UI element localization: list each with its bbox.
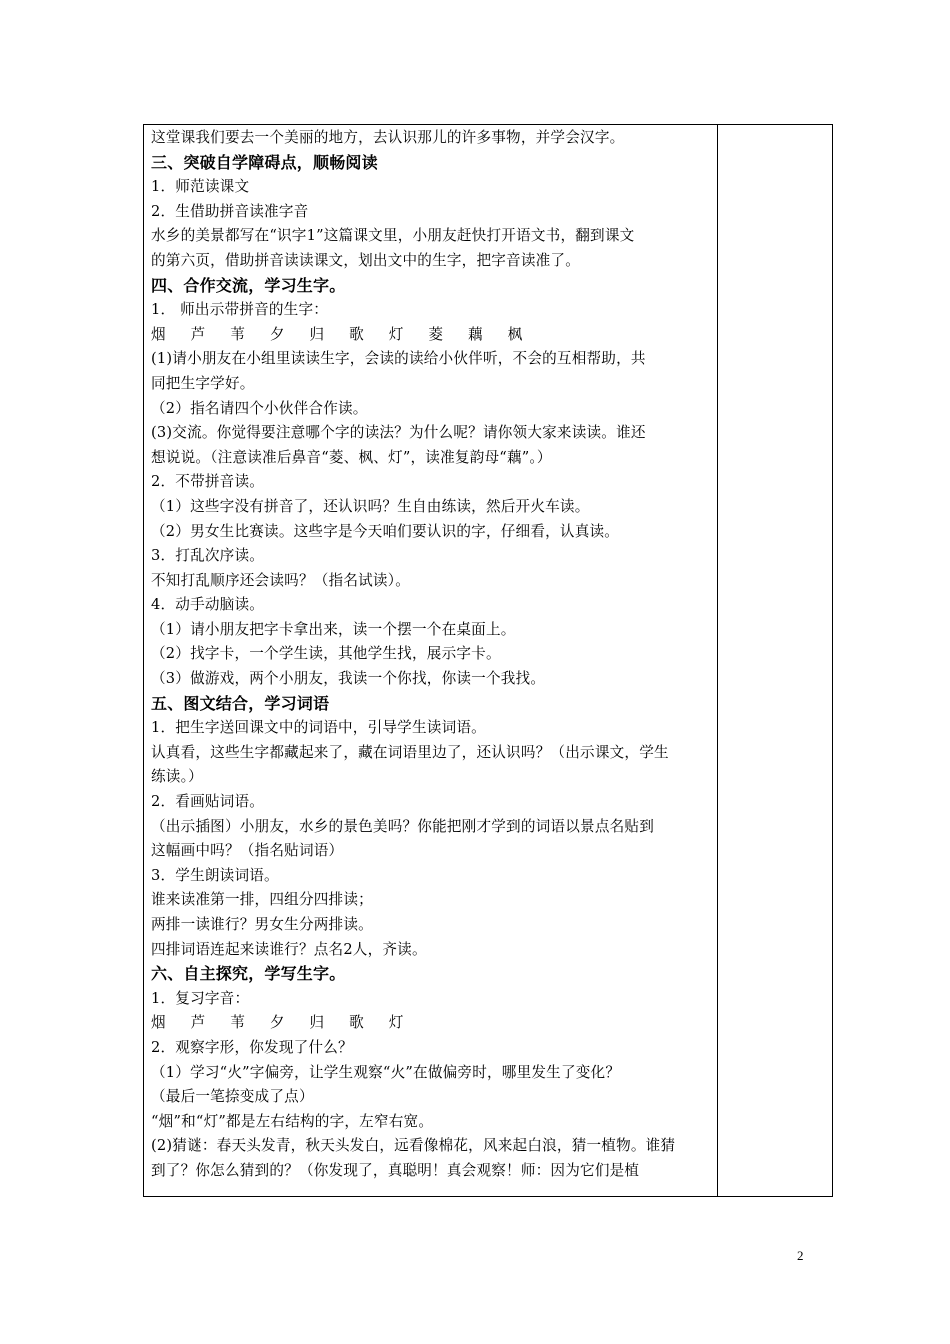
text-line: 谁来读准第一排，四组分四排读； [151,891,373,909]
text-line: （2）找字卡，一个学生读，其他学生找，展示字卡。 [151,645,501,663]
section-heading: 三、突破自学障碍点，顺畅阅读 [151,152,378,172]
text-line: 2．生借助拼音读准字音 [151,202,309,220]
text-line: “烟”和“灯”都是左右结构的字，左窄右宽。 [151,1112,434,1130]
text-line: （1）请小朋友把字卡拿出来，读一个摆一个在桌面上。 [151,620,516,638]
table-column-divider [717,124,718,1197]
text-line: 同把生字学好。 [151,374,255,392]
text-line: 1．复习字音： [151,989,250,1007]
text-line: 两排一读谁行？男女生分两排读。 [151,916,373,933]
text-line: 1．把生字送回课文中的词语中，引导学生读词语。 [151,719,486,737]
text-line: （最后一笔捺变成了点） [151,1088,314,1106]
text-line: （1）这些字没有拼音了，还认识吗？生自由练读，然后开火车读。 [151,497,590,515]
text-line: (3)交流。你觉得要注意哪个字的读法？为什么呢？请你领大家来读读。谁还 [151,424,646,442]
text-line: （2）指名请四个小伙伴合作读。 [151,399,368,417]
text-line: 3．打乱次序读。 [151,547,265,565]
text-line: （出示插图）小朋友，水乡的景色美吗？你能把刚才学到的词语以景点名贴到 [151,817,654,835]
text-line: 想说说。（注意读准后鼻音“菱、枫、灯”，读准复韵母“藕”。） [151,448,552,466]
section-heading: 五、图文结合，学习词语 [151,693,330,713]
text-line: （1）学习“火”字偏旁，让学生观察“火”在做偏旁时，哪里发生了变化？ [151,1063,621,1081]
lesson-content-cell [151,126,713,1184]
section-heading: 四、合作交流，学习生字。 [151,275,346,295]
text-line: (1)请小朋友在小组里读读生字，会读的读给小伙伴听，不会的互相帮助，共 [151,350,646,368]
text-line: 这堂课我们要去一个美丽的地方，去认识那儿的许多事物，并学会汉字。 [151,129,625,146]
text-line: 的第六页，借助拼音读读课文，划出文中的生字，把字音读准了。 [151,251,581,269]
text-line: 1． 师出示带拼音的生字： [151,301,329,319]
text-line: 1．师范读课文 [151,178,250,196]
text-line: 认真看，这些生字都藏起来了，藏在词语里边了，还认识吗？（出示课文，学生 [151,743,669,761]
character-list: 烟 芦 苇 夕 归 歌 灯 菱 藕 枫 [151,325,533,343]
text-line: 四排词语连起来读谁行？点名2人，齐读。 [151,940,427,958]
character-list: 烟 芦 苇 夕 归 歌 灯 [151,1014,414,1032]
page-number: 2 [797,1248,804,1263]
text-line: 3．学生朗读词语。 [151,866,279,884]
text-line: 2．看画贴词语。 [151,793,265,811]
text-line: 这幅画中吗？（指名贴词语） [151,842,344,860]
text-line: （2）男女生比赛读。这些字是今天咱们要认识的字，仔细看，认真读。 [151,522,620,540]
text-line: 练读。） [151,768,203,786]
text-line: （3）做游戏，两个小朋友，我读一个你找，你读一个我找。 [151,670,546,688]
text-line: 2．观察字形，你发现了什么？ [151,1038,353,1056]
text-line: 到了？你怎么猜到的？（你发现了，真聪明！真会观察！师：因为它们是植 [151,1161,640,1179]
text-line: 4．动手动脑读。 [151,596,265,614]
section-heading: 六、自主探究，学写生字。 [151,964,346,984]
text-line: 2．不带拼音读。 [151,473,265,491]
text-line: 不知打乱顺序还会读吗？（指名试读）。 [151,571,410,589]
text-line: (2)猜谜：春天头发青，秋天头发白，远看像棉花，风来起白浪，猜一植物。谁猜 [151,1137,676,1155]
text-line: 水乡的美景都写在“识字1”这篇课文里，小朋友赶快打开语文书，翻到课文 [151,227,635,245]
